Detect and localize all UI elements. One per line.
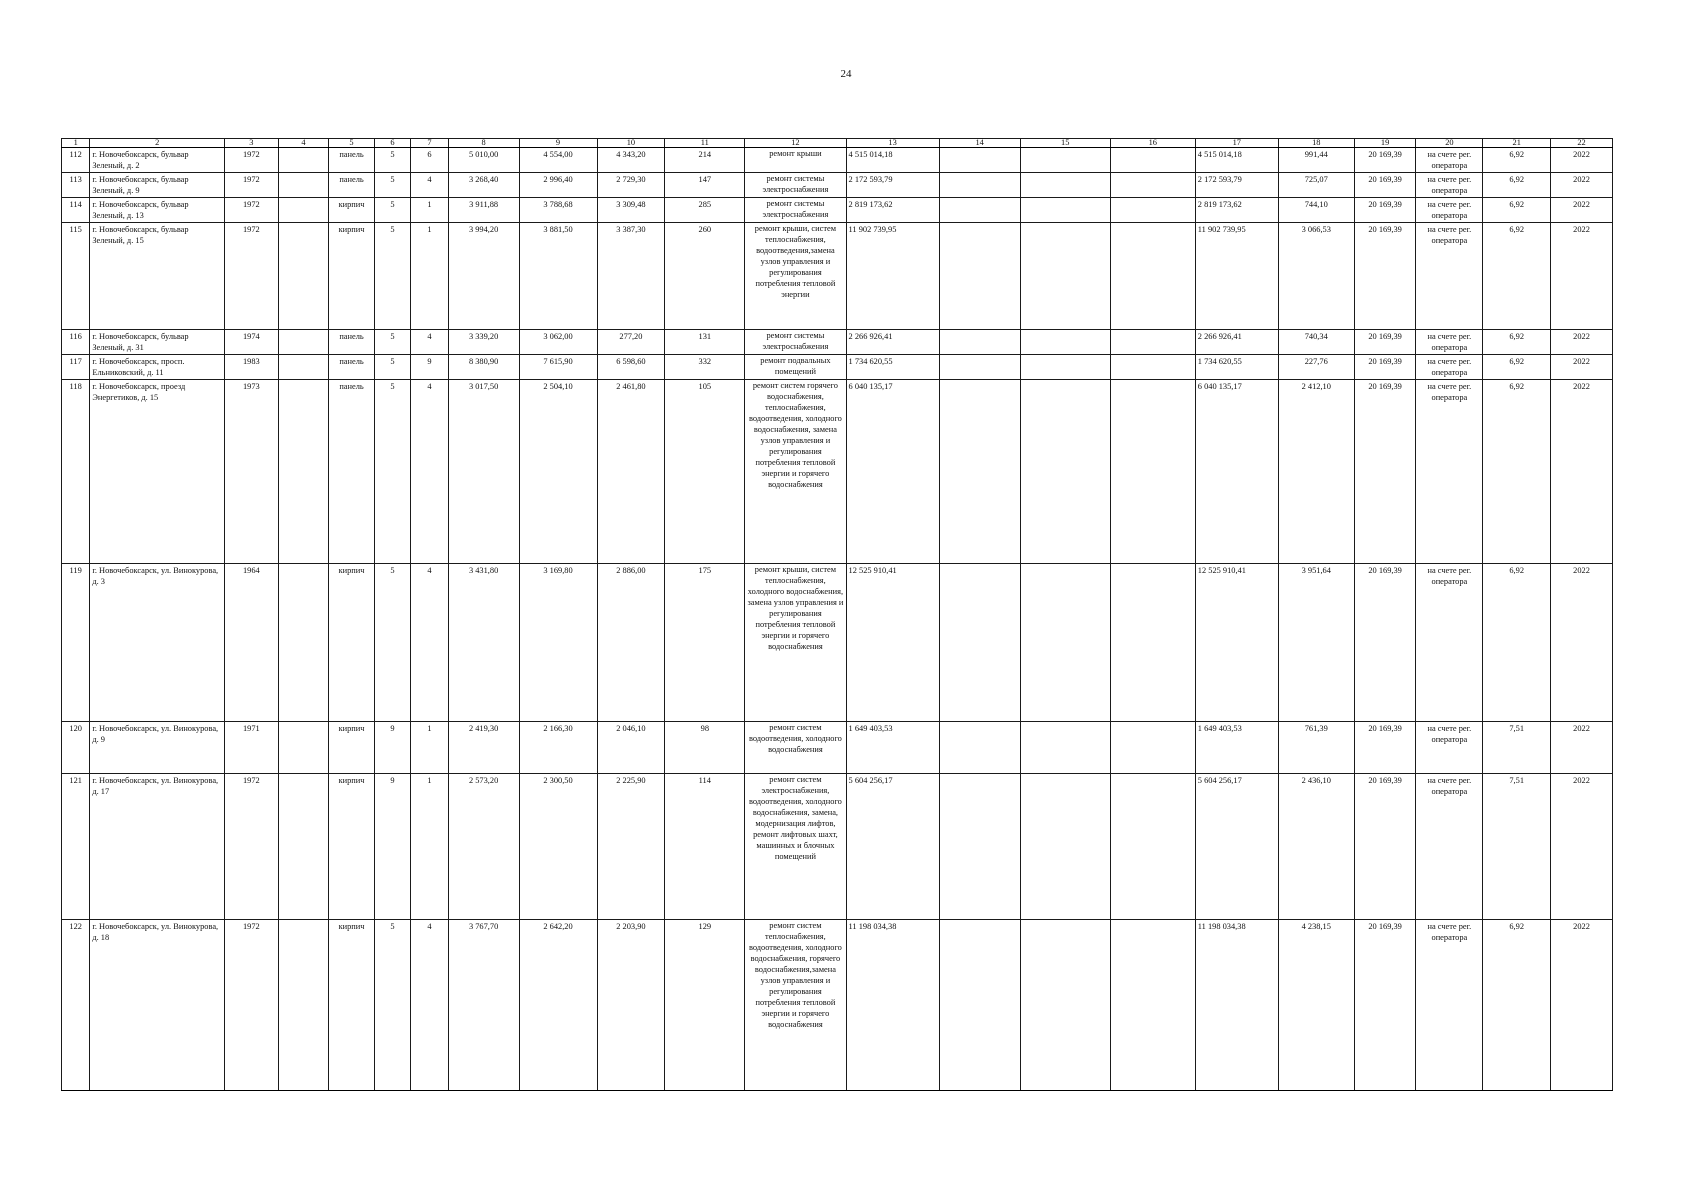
cell: 3 951,64: [1278, 564, 1354, 722]
cell: [278, 774, 329, 920]
cell: 98: [665, 722, 745, 774]
cell: 332: [665, 355, 745, 380]
cell: 20 169,39: [1354, 564, 1416, 722]
cell: 2 436,10: [1278, 774, 1354, 920]
table-row: [62, 173, 1613, 198]
entrances-cell: 6: [411, 148, 448, 173]
address-cell: г. Новочебоксарск, ул. Винокурова, д. 9: [90, 722, 225, 774]
col-header: 14: [939, 139, 1020, 148]
cell: 227,76: [1278, 355, 1354, 380]
col-header: 7: [411, 139, 448, 148]
row-number: 119: [62, 564, 90, 722]
cell: 20 169,39: [1354, 380, 1416, 564]
cell: [1020, 330, 1110, 355]
year-cell: 2022: [1551, 722, 1613, 774]
fund-method-cell: на счете рег. оператора: [1416, 173, 1483, 198]
cell: 3 062,00: [519, 330, 597, 355]
cell: [1020, 355, 1110, 380]
row-number: 115: [62, 223, 90, 330]
cell: [1110, 722, 1195, 774]
cell: [1110, 380, 1195, 564]
cell: [1020, 564, 1110, 722]
cell: [278, 380, 329, 564]
floors-cell: 5: [374, 173, 410, 198]
cost-cell: 12 525 910,41: [846, 564, 939, 722]
cell: 7,51: [1483, 774, 1551, 920]
cell: 3 066,53: [1278, 223, 1354, 330]
cell: 2 046,10: [597, 722, 665, 774]
cell: 2 573,20: [448, 774, 519, 920]
year-cell: 2022: [1551, 920, 1613, 1091]
col-header: 11: [665, 139, 745, 148]
year-cell: 1972: [224, 223, 278, 330]
row-number: 121: [62, 774, 90, 920]
cell: 20 169,39: [1354, 223, 1416, 330]
cell: 3 339,20: [448, 330, 519, 355]
cell: 7,51: [1483, 722, 1551, 774]
address-cell: г. Новочебоксарск, ул. Винокурова, д. 18: [90, 920, 225, 1091]
fund-method-cell: на счете рег. оператора: [1416, 148, 1483, 173]
row-number: 118: [62, 380, 90, 564]
cell: 6,92: [1483, 355, 1551, 380]
address-cell: г. Новочебоксарск, бульвар Зеленый, д. 15: [90, 223, 225, 330]
fund-method-cell: на счете рег. оператора: [1416, 355, 1483, 380]
cell: 740,34: [1278, 330, 1354, 355]
cost-cell: 4 515 014,18: [1195, 148, 1278, 173]
col-header: 6: [374, 139, 410, 148]
col-header: 12: [745, 139, 846, 148]
col-header: 20: [1416, 139, 1483, 148]
table-row: [62, 564, 1613, 722]
cell: [939, 198, 1020, 223]
fund-method-cell: на счете рег. оператора: [1416, 722, 1483, 774]
cell: 20 169,39: [1354, 148, 1416, 173]
cell: [939, 148, 1020, 173]
cell: [1110, 148, 1195, 173]
entrances-cell: 1: [411, 774, 448, 920]
entrances-cell: 1: [411, 722, 448, 774]
cell: 2 886,00: [597, 564, 665, 722]
cell: 260: [665, 223, 745, 330]
address-cell: г. Новочебоксарск, проезд Энергетиков, д. 15: [90, 380, 225, 564]
column-number-row: [62, 139, 1613, 148]
entrances-cell: 1: [411, 223, 448, 330]
cell: [1110, 330, 1195, 355]
year-cell: 1972: [224, 920, 278, 1091]
cost-cell: 1 734 620,55: [846, 355, 939, 380]
cell: 3 387,30: [597, 223, 665, 330]
col-header: 18: [1278, 139, 1354, 148]
cell: 2 729,30: [597, 173, 665, 198]
address-cell: г. Новочебоксарск, просп. Ельниковский, д. 11: [90, 355, 225, 380]
cost-cell: 2 172 593,79: [1195, 173, 1278, 198]
year-cell: 2022: [1551, 330, 1613, 355]
year-cell: 1974: [224, 330, 278, 355]
wall-material-cell: панель: [329, 330, 375, 355]
cell: [1110, 198, 1195, 223]
wall-material-cell: панель: [329, 148, 375, 173]
work-type-cell: ремонт систем электроснабжения, водоотведения, холодного водоснабжения, замена, модернизация лифтов, ремонт лифтовых шахт, машинных и блочных помещений: [745, 774, 846, 920]
cell: [278, 355, 329, 380]
entrances-cell: 9: [411, 355, 448, 380]
cell: [1110, 774, 1195, 920]
address-cell: г. Новочебоксарск, ул. Винокурова, д. 3: [90, 564, 225, 722]
table-row: [62, 920, 1613, 1091]
entrances-cell: 4: [411, 173, 448, 198]
col-header: 21: [1483, 139, 1551, 148]
wall-material-cell: кирпич: [329, 774, 375, 920]
cell: [1020, 148, 1110, 173]
work-type-cell: ремонт системы электроснабжения: [745, 173, 846, 198]
cost-cell: 2 266 926,41: [1195, 330, 1278, 355]
year-cell: 1972: [224, 148, 278, 173]
cell: 6,92: [1483, 198, 1551, 223]
entrances-cell: 4: [411, 330, 448, 355]
entrances-cell: 4: [411, 564, 448, 722]
cell: 20 169,39: [1354, 722, 1416, 774]
cost-cell: 6 040 135,17: [846, 380, 939, 564]
floors-cell: 5: [374, 223, 410, 330]
floors-cell: 5: [374, 920, 410, 1091]
cell: [278, 223, 329, 330]
cost-cell: 11 902 739,95: [1195, 223, 1278, 330]
cell: [278, 722, 329, 774]
fund-method-cell: на счете рег. оператора: [1416, 223, 1483, 330]
cell: 5 010,00: [448, 148, 519, 173]
cell: [278, 148, 329, 173]
cell: 744,10: [1278, 198, 1354, 223]
cell: 114: [665, 774, 745, 920]
cell: 991,44: [1278, 148, 1354, 173]
cell: [939, 774, 1020, 920]
cell: [1110, 920, 1195, 1091]
cell: 3 767,70: [448, 920, 519, 1091]
cell: [278, 564, 329, 722]
row-number: 114: [62, 198, 90, 223]
floors-cell: 9: [374, 722, 410, 774]
cell: 2 419,30: [448, 722, 519, 774]
cost-cell: 1 734 620,55: [1195, 355, 1278, 380]
cell: [939, 564, 1020, 722]
wall-material-cell: панель: [329, 173, 375, 198]
table-row: [62, 722, 1613, 774]
col-header: 19: [1354, 139, 1416, 148]
cell: 214: [665, 148, 745, 173]
col-header: 15: [1020, 139, 1110, 148]
cost-cell: 5 604 256,17: [1195, 774, 1278, 920]
cell: 105: [665, 380, 745, 564]
row-number: 122: [62, 920, 90, 1091]
cell: [1020, 380, 1110, 564]
col-header: 3: [224, 139, 278, 148]
address-cell: г. Новочебоксарск, бульвар Зеленый, д. 2: [90, 148, 225, 173]
wall-material-cell: кирпич: [329, 223, 375, 330]
col-header: 16: [1110, 139, 1195, 148]
cell: [1110, 223, 1195, 330]
cell: 6,92: [1483, 564, 1551, 722]
fund-method-cell: на счете рег. оператора: [1416, 198, 1483, 223]
cell: 147: [665, 173, 745, 198]
row-number: 117: [62, 355, 90, 380]
cell: 6,92: [1483, 920, 1551, 1091]
cell: [1020, 774, 1110, 920]
entrances-cell: 4: [411, 920, 448, 1091]
row-number: 112: [62, 148, 90, 173]
row-number: 120: [62, 722, 90, 774]
floors-cell: 5: [374, 198, 410, 223]
cost-cell: 4 515 014,18: [846, 148, 939, 173]
entrances-cell: 1: [411, 198, 448, 223]
cost-cell: 11 198 034,38: [1195, 920, 1278, 1091]
cell: 20 169,39: [1354, 355, 1416, 380]
cost-cell: 11 198 034,38: [846, 920, 939, 1091]
cell: 6,92: [1483, 380, 1551, 564]
address-cell: г. Новочебоксарск, бульвар Зеленый, д. 31: [90, 330, 225, 355]
table-row: [62, 198, 1613, 223]
cell: [1020, 198, 1110, 223]
cost-cell: 2 819 173,62: [1195, 198, 1278, 223]
cell: [939, 380, 1020, 564]
cell: [1020, 722, 1110, 774]
cell: 6,92: [1483, 148, 1551, 173]
cost-cell: 11 902 739,95: [846, 223, 939, 330]
floors-cell: 5: [374, 330, 410, 355]
cell: 20 169,39: [1354, 774, 1416, 920]
work-type-cell: ремонт крыши, систем теплоснабжения, холодного водоснабжения, замена узлов управления и регулирования потребления тепловой энергии и горячего водоснабжения: [745, 564, 846, 722]
table-row: [62, 330, 1613, 355]
cell: 20 169,39: [1354, 330, 1416, 355]
cost-cell: 12 525 910,41: [1195, 564, 1278, 722]
cell: 8 380,90: [448, 355, 519, 380]
wall-material-cell: панель: [329, 380, 375, 564]
cell: 277,20: [597, 330, 665, 355]
cell: [1020, 173, 1110, 198]
address-cell: г. Новочебоксарск, бульвар Зеленый, д. 9: [90, 173, 225, 198]
cell: [1110, 564, 1195, 722]
year-cell: 2022: [1551, 380, 1613, 564]
entrances-cell: 4: [411, 380, 448, 564]
cell: 285: [665, 198, 745, 223]
cell: 725,07: [1278, 173, 1354, 198]
cell: 131: [665, 330, 745, 355]
cost-cell: 2 172 593,79: [846, 173, 939, 198]
cell: 2 300,50: [519, 774, 597, 920]
cost-cell: 1 649 403,53: [846, 722, 939, 774]
cell: [939, 223, 1020, 330]
col-header: 9: [519, 139, 597, 148]
work-type-cell: ремонт подвальных помещений: [745, 355, 846, 380]
cell: 6,92: [1483, 330, 1551, 355]
cell: 4 554,00: [519, 148, 597, 173]
year-cell: 2022: [1551, 173, 1613, 198]
cell: [939, 920, 1020, 1091]
wall-material-cell: кирпич: [329, 920, 375, 1091]
cell: [939, 173, 1020, 198]
cell: [278, 198, 329, 223]
cell: 3 309,48: [597, 198, 665, 223]
col-header: 1: [62, 139, 90, 148]
table-row: [62, 223, 1613, 330]
row-number: 116: [62, 330, 90, 355]
col-header: 2: [90, 139, 225, 148]
cell: 2 166,30: [519, 722, 597, 774]
cell: 3 881,50: [519, 223, 597, 330]
col-header: 4: [278, 139, 329, 148]
cost-cell: 6 040 135,17: [1195, 380, 1278, 564]
table-row: [62, 380, 1613, 564]
cost-cell: 1 649 403,53: [1195, 722, 1278, 774]
fund-method-cell: на счете рег. оператора: [1416, 774, 1483, 920]
year-cell: 1972: [224, 774, 278, 920]
year-cell: 2022: [1551, 564, 1613, 722]
floors-cell: 5: [374, 564, 410, 722]
year-cell: 1973: [224, 380, 278, 564]
fund-method-cell: на счете рег. оператора: [1416, 330, 1483, 355]
cell: 6 598,60: [597, 355, 665, 380]
col-header: 5: [329, 139, 375, 148]
work-type-cell: ремонт систем теплоснабжения, водоотведения, холодного водоснабжения, горячего водоснабжения,замена узлов управления и регулирования потребления тепловой энергии и горячего водоснабжения: [745, 920, 846, 1091]
capital-repair-table: [61, 138, 1613, 1091]
wall-material-cell: кирпич: [329, 722, 375, 774]
cell: 3 268,40: [448, 173, 519, 198]
cell: 3 994,20: [448, 223, 519, 330]
year-cell: 2022: [1551, 148, 1613, 173]
cell: 175: [665, 564, 745, 722]
cell: 2 203,90: [597, 920, 665, 1091]
cell: 3 169,80: [519, 564, 597, 722]
work-type-cell: ремонт системы электроснабжения: [745, 198, 846, 223]
table-row: [62, 355, 1613, 380]
floors-cell: 9: [374, 774, 410, 920]
work-type-cell: ремонт систем водоотведения, холодного водоснабжения: [745, 722, 846, 774]
cell: 3 017,50: [448, 380, 519, 564]
floors-cell: 5: [374, 148, 410, 173]
year-cell: 2022: [1551, 223, 1613, 330]
col-header: 22: [1551, 139, 1613, 148]
cost-cell: 2 819 173,62: [846, 198, 939, 223]
col-header: 10: [597, 139, 665, 148]
year-cell: 1971: [224, 722, 278, 774]
cost-cell: 5 604 256,17: [846, 774, 939, 920]
cell: 20 169,39: [1354, 198, 1416, 223]
cell: 3 431,80: [448, 564, 519, 722]
wall-material-cell: панель: [329, 355, 375, 380]
year-cell: 2022: [1551, 355, 1613, 380]
work-type-cell: ремонт крыши, систем теплоснабжения, водоотведения,замена узлов управления и регулирования потребления тепловой энергии: [745, 223, 846, 330]
work-type-cell: ремонт системы электроснабжения: [745, 330, 846, 355]
cell: 2 642,20: [519, 920, 597, 1091]
year-cell: 1972: [224, 198, 278, 223]
floors-cell: 5: [374, 355, 410, 380]
cell: [1020, 920, 1110, 1091]
cell: [939, 355, 1020, 380]
col-header: 13: [846, 139, 939, 148]
cell: [278, 330, 329, 355]
cell: 2 996,40: [519, 173, 597, 198]
cell: 6,92: [1483, 173, 1551, 198]
cell: 4 343,20: [597, 148, 665, 173]
col-header: 8: [448, 139, 519, 148]
cell: 3 788,68: [519, 198, 597, 223]
cell: [1110, 355, 1195, 380]
cell: 6,92: [1483, 223, 1551, 330]
wall-material-cell: кирпич: [329, 198, 375, 223]
address-cell: г. Новочебоксарск, бульвар Зеленый, д. 13: [90, 198, 225, 223]
cell: [1110, 173, 1195, 198]
cell: 2 225,90: [597, 774, 665, 920]
cell: 2 461,80: [597, 380, 665, 564]
cell: [278, 920, 329, 1091]
floors-cell: 5: [374, 380, 410, 564]
year-cell: 2022: [1551, 774, 1613, 920]
page-number: 24: [840, 68, 852, 80]
cell: [278, 173, 329, 198]
cell: 2 412,10: [1278, 380, 1354, 564]
fund-method-cell: на счете рег. оператора: [1416, 920, 1483, 1091]
table-row: [62, 148, 1613, 173]
year-cell: 1972: [224, 173, 278, 198]
work-type-cell: ремонт крыши: [745, 148, 846, 173]
cell: 3 911,88: [448, 198, 519, 223]
fund-method-cell: на счете рег. оператора: [1416, 564, 1483, 722]
year-cell: 1983: [224, 355, 278, 380]
cost-cell: 2 266 926,41: [846, 330, 939, 355]
address-cell: г. Новочебоксарск, ул. Винокурова, д. 17: [90, 774, 225, 920]
cell: 4 238,15: [1278, 920, 1354, 1091]
cell: 20 169,39: [1354, 173, 1416, 198]
cell: 129: [665, 920, 745, 1091]
cell: 20 169,39: [1354, 920, 1416, 1091]
fund-method-cell: на счете рег. оператора: [1416, 380, 1483, 564]
table-row: [62, 774, 1613, 920]
year-cell: 2022: [1551, 198, 1613, 223]
col-header: 17: [1195, 139, 1278, 148]
work-type-cell: ремонт систем горячего водоснабжения, теплоснабжения, водоотведения, холодного водоснабжения, замена узлов управления и регулирования потребления тепловой энергии и горячего водоснабжения: [745, 380, 846, 564]
cell: [1020, 223, 1110, 330]
year-cell: 1964: [224, 564, 278, 722]
cell: 7 615,90: [519, 355, 597, 380]
wall-material-cell: кирпич: [329, 564, 375, 722]
cell: [939, 722, 1020, 774]
cell: 761,39: [1278, 722, 1354, 774]
cell: [939, 330, 1020, 355]
row-number: 113: [62, 173, 90, 198]
cell: 2 504,10: [519, 380, 597, 564]
